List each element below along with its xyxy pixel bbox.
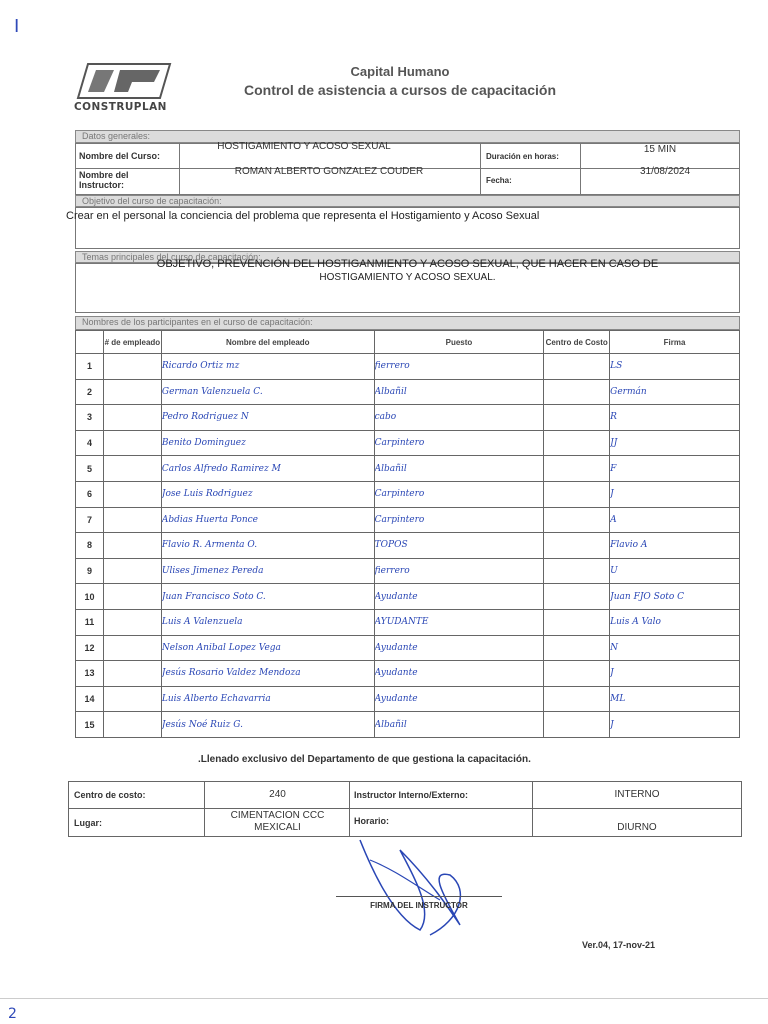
- employee-position: fierrero: [374, 354, 544, 380]
- date-value: 31/08/2024: [639, 166, 691, 177]
- employee-signature: JJ: [610, 430, 740, 456]
- employee-signature: J: [610, 661, 740, 687]
- employee-position: Ayudante: [374, 635, 544, 661]
- employee-signature: LS: [610, 354, 740, 380]
- employee-name: Pedro Rodriguez N: [161, 405, 374, 431]
- employee-name: Benito Dominguez: [161, 430, 374, 456]
- employee-signature: R: [610, 405, 740, 431]
- table-row: 1 Ricardo Ortiz mz fierrero LS: [76, 354, 740, 380]
- employee-position: Ayudante: [374, 584, 544, 610]
- table-row: 12 Nelson Anibal Lopez Vega Ayudante N: [76, 635, 740, 661]
- page-mark-top: I: [14, 16, 20, 37]
- employee-signature: A: [610, 507, 740, 533]
- employee-name: Flavio R. Armenta O.: [161, 533, 374, 559]
- employee-position: AYUDANTE: [374, 609, 544, 635]
- employee-name: Ulises Jimenez Pereda: [161, 558, 374, 584]
- employee-position: Albañil: [374, 712, 544, 738]
- employee-signature: J: [610, 712, 740, 738]
- table-header-row: [76, 331, 740, 354]
- employee-signature: U: [610, 558, 740, 584]
- employee-name: Carlos Alfredo Ramirez M: [161, 456, 374, 482]
- table-row: 4 Benito Dominguez Carpintero JJ: [76, 430, 740, 456]
- employee-signature: F: [610, 456, 740, 482]
- course-value: HOSTIGAMIENTO Y ACOSO SEXUAL: [217, 141, 391, 152]
- general-section-label: Datos generales:: [75, 130, 740, 143]
- employee-position: Ayudante: [374, 686, 544, 712]
- participants-section-label: Nombres de los participantes en el curso de capacitación:: [75, 316, 740, 330]
- signature-line: [336, 896, 502, 897]
- employee-name: Jesús Rosario Valdez Mendoza: [161, 661, 374, 687]
- table-row: 9 Ulises Jimenez Pereda fierrero U: [76, 558, 740, 584]
- col-header-position: Puesto: [374, 331, 544, 354]
- page-mark-bottom: 2: [8, 1006, 17, 1022]
- table-row: 8 Flavio R. Armenta O. TOPOS Flavio A: [76, 533, 740, 559]
- logo-text: CONSTRUPLAN: [74, 100, 167, 113]
- page-divider: [0, 998, 768, 999]
- employee-name: Jose Luis Rodriguez: [161, 481, 374, 507]
- date-label: Fecha:: [486, 176, 512, 185]
- employee-signature: N: [610, 635, 740, 661]
- employee-name: Ricardo Ortiz mz: [161, 354, 374, 380]
- employee-signature: Flavio A: [610, 533, 740, 559]
- employee-name: Abdias Huerta Ponce: [161, 507, 374, 533]
- duration-value: 15 MIN: [643, 144, 677, 155]
- employee-name: Jesús Noé Ruiz G.: [161, 712, 374, 738]
- table-row: 3 Pedro Rodriguez N cabo R: [76, 405, 740, 431]
- instructor-type-label: Instructor Interno/Externo:: [354, 790, 469, 800]
- table-row: 15 Jesús Noé Ruiz G. Albañil J: [76, 712, 740, 738]
- topics-line1: OBJETIVO, PREVENCIÓN DEL HOSTIGANMIENTO Y ACOSO SEXUAL, QUE HACER EN CASO DE: [156, 258, 659, 270]
- table-row: 5 Carlos Alfredo Ramirez M Albañil F: [76, 456, 740, 482]
- table-row: 13 Jesús Rosario Valdez Mendoza Ayudante J: [76, 661, 740, 687]
- employee-position: Carpintero: [374, 507, 544, 533]
- instructor-label: Nombre del Instructor:: [79, 170, 129, 190]
- employee-name: Luis Alberto Echavarria: [161, 686, 374, 712]
- employee-position: fierrero: [374, 558, 544, 584]
- employee-name: German Valenzuela C.: [161, 379, 374, 405]
- instructor-type-value: INTERNO: [614, 789, 660, 800]
- col-header-num: [76, 331, 104, 354]
- table-row: 10 Juan Francisco Soto C. Ayudante Juan FJO Soto C: [76, 584, 740, 610]
- employee-position: Ayudante: [374, 661, 544, 687]
- table-row: 14 Luis Alberto Echavarria Ayudante ML: [76, 686, 740, 712]
- col-header-cost-center: Centro de Costo: [544, 331, 610, 354]
- duration-label: Duración en horas:: [486, 152, 559, 161]
- place-line1: CIMENTACION CCC: [230, 810, 325, 821]
- col-header-name: Nombre del empleado: [161, 331, 374, 354]
- table-row: 2 German Valenzuela C. Albañil Germán: [76, 379, 740, 405]
- cost-center-value: 240: [269, 789, 286, 800]
- employee-signature: ML: [610, 686, 740, 712]
- employee-position: Carpintero: [374, 430, 544, 456]
- bottom-table: [68, 781, 742, 837]
- employee-name: Luis A Valenzuela: [161, 609, 374, 635]
- employee-position: Albañil: [374, 456, 544, 482]
- table-row: 6 Jose Luis Rodriguez Carpintero J: [76, 481, 740, 507]
- employee-signature: J: [610, 481, 740, 507]
- instructor-value: ROMAN ALBERTO GONZALEZ COUDER: [234, 166, 424, 177]
- employee-position: Albañil: [374, 379, 544, 405]
- instructor-signature-icon: [340, 830, 490, 940]
- objective-section-label: Objetivo del curso de capacitación:: [75, 195, 740, 207]
- schedule-label: Horario:: [354, 816, 390, 826]
- schedule-value: DIURNO: [617, 822, 657, 833]
- dept-note: .Llenado exclusivo del Departamento de que gestiona la capacitación.: [198, 754, 531, 765]
- place-line2: MEXICALI: [254, 822, 301, 833]
- topics-section-label: Temas principales del curso de capacitación:: [75, 251, 740, 263]
- participants-table: [75, 330, 740, 738]
- employee-signature: Juan FJO Soto C: [610, 584, 740, 610]
- employee-signature: Luis A Valo: [610, 609, 740, 635]
- signature-label: FIRMA DEL INSTRUCTOR: [370, 901, 468, 910]
- table-row: 11 Luis A Valenzuela AYUDANTE Luis A Valo: [76, 609, 740, 635]
- employee-signature: Germán: [610, 379, 740, 405]
- employee-position: Carpintero: [374, 481, 544, 507]
- header-title: Capital Humano: [350, 64, 450, 79]
- place-label: Lugar:: [74, 818, 102, 828]
- employee-name: Nelson Anibal Lopez Vega: [161, 635, 374, 661]
- employee-name: Juan Francisco Soto C.: [161, 584, 374, 610]
- cost-center-label: Centro de costo:: [74, 790, 146, 800]
- topics-line2: HOSTIGAMIENTO Y ACOSO SEXUAL.: [319, 272, 496, 283]
- version-label: Ver.04, 17-nov-21: [582, 940, 656, 950]
- col-header-signature: Firma: [610, 331, 740, 354]
- employee-position: TOPOS: [374, 533, 544, 559]
- employee-position: cabo: [374, 405, 544, 431]
- header-subtitle: Control de asistencia a cursos de capacitación: [244, 82, 556, 98]
- course-label: Nombre del Curso:: [79, 151, 161, 161]
- objective-text: Crear en el personal la conciencia del problema que representa el Hostigamiento y Acoso Sexual: [66, 210, 540, 222]
- table-row: 7 Abdias Huerta Ponce Carpintero A: [76, 507, 740, 533]
- col-header-employee-no: # de empleado: [103, 331, 161, 354]
